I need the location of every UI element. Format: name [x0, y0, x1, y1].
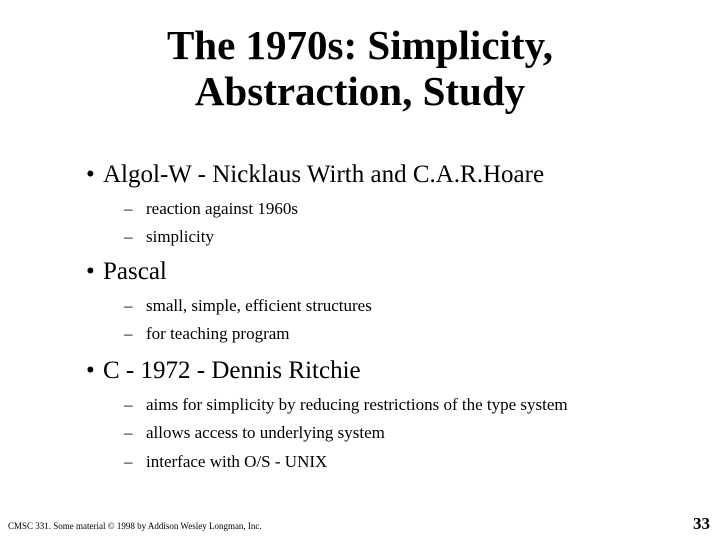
sub-bullet-text: interface with O/S - UNIX: [146, 452, 328, 471]
sub-bullet: [124, 295, 372, 317]
bullet-text: Algol-W - Nicklaus Wirth and C.A.R.Hoare: [103, 161, 545, 188]
title-line-2: Abstraction, Study: [194, 68, 526, 114]
sub-bullet: [124, 394, 568, 416]
sub-bullet: [124, 226, 214, 248]
title-line-1: The 1970s: Simplicity,: [166, 22, 554, 68]
sub-bullet: [124, 451, 327, 473]
bullet-c: [86, 356, 361, 386]
sub-bullet: [124, 198, 298, 220]
sub-bullet: [124, 422, 385, 444]
sub-bullet-text: allows access to underlying system: [146, 423, 385, 442]
bullet-algol-w: [86, 160, 544, 190]
page-number: 33: [693, 514, 710, 533]
sub-bullet-text: reaction against 1960s: [146, 199, 299, 218]
bullet-marker: •: [86, 357, 95, 384]
sub-marker: –: [124, 395, 133, 414]
slide-title: [0, 22, 720, 114]
bullet-marker: •: [86, 258, 95, 285]
sub-marker: –: [124, 423, 133, 442]
footer-copyright: CMSC 331. Some material © 1998 by Addison Wesley Longman, Inc.: [8, 521, 262, 531]
sub-bullet-text: small, simple, efficient structures: [146, 296, 372, 315]
bullet-text: Pascal: [103, 258, 167, 285]
sub-marker: –: [124, 199, 133, 218]
sub-bullet-text: simplicity: [146, 227, 214, 246]
bullet-marker: •: [86, 161, 95, 188]
sub-marker: –: [124, 227, 133, 246]
bullet-text: C - 1972 - Dennis Ritchie: [103, 357, 361, 384]
bullet-pascal: [86, 257, 167, 287]
sub-marker: –: [124, 452, 133, 471]
sub-bullet-text: aims for simplicity by reducing restrictions of the type system: [146, 395, 568, 414]
sub-marker: –: [124, 324, 133, 343]
sub-bullet: [124, 323, 290, 345]
sub-marker: –: [124, 296, 133, 315]
sub-bullet-text: for teaching program: [146, 324, 290, 343]
